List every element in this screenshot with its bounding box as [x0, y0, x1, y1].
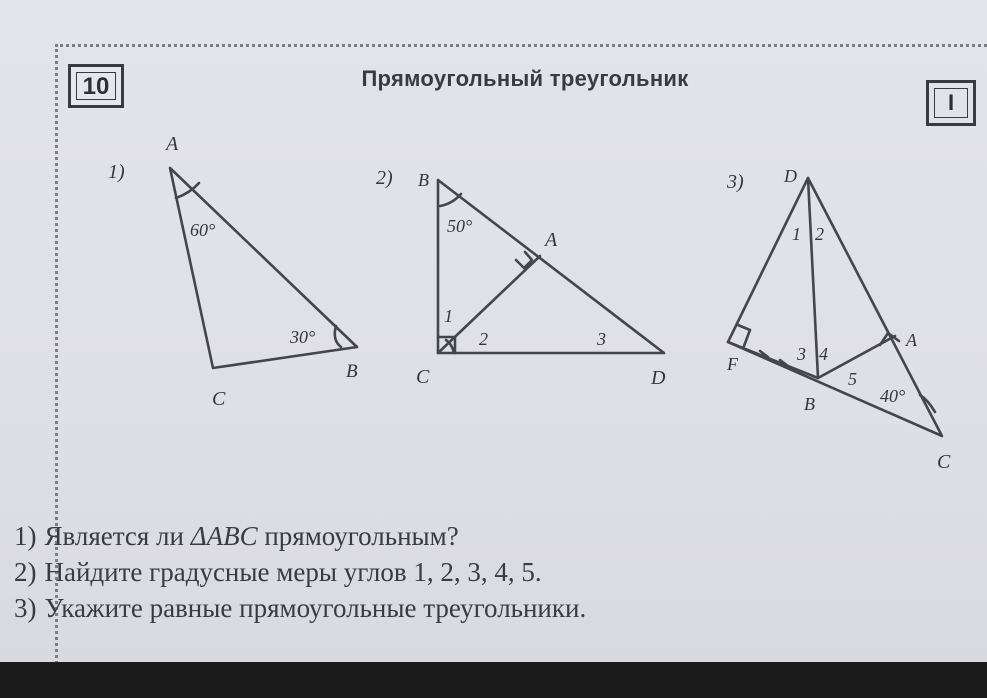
figure-2-angle-b: 50° — [447, 216, 473, 236]
figure-2-vertex-a: A — [545, 229, 558, 251]
figure-1-vertex-b: B — [346, 361, 358, 382]
question-3 — [14, 590, 954, 626]
task-number: 10 — [76, 72, 116, 100]
question-2 — [14, 554, 954, 590]
figure-3-vertex-c: C — [937, 451, 951, 473]
figure-1-angle-a: 60° — [190, 220, 216, 240]
page-title: Прямоугольный треугольник — [361, 66, 689, 91]
question-1 — [14, 518, 954, 554]
question-1-triangle: ΔABC — [190, 521, 258, 551]
question-1-number: 1) — [14, 521, 37, 551]
question-2-number: 2) — [14, 557, 37, 587]
figure-3-angle-3: 3 — [797, 344, 806, 364]
figure-3-vertex-f: F — [727, 354, 738, 374]
figure-1-vertex-a: A — [166, 133, 179, 155]
figure-3-angle-1: 1 — [792, 224, 801, 244]
figure-2-vertex-b: B — [418, 170, 429, 190]
question-2-text: Найдите градусные меры углов 1, 2, 3, 4, 5. — [44, 557, 542, 587]
question-1-text-before: Является ли — [44, 521, 191, 551]
figure-1-triangle — [170, 168, 357, 368]
figure-2-label: 2) — [376, 167, 393, 189]
figure-2-vertex-c: C — [416, 366, 430, 388]
figure-3-vertex-b: B — [804, 394, 815, 414]
figure-2-angle-2: 2 — [479, 329, 488, 349]
figure-3-triangle — [728, 178, 942, 436]
figure-3-angle-c: 40° — [880, 386, 906, 406]
variant-number: I — [934, 88, 968, 118]
figure-3-angle-4: 4 — [819, 344, 828, 364]
figure-2-triangle — [438, 180, 664, 353]
figure-1-vertex-c: C — [212, 388, 226, 410]
figure-3-angle-5: 5 — [848, 369, 857, 389]
figure-3-angle-2: 2 — [815, 224, 824, 244]
figure-3-vertex-d: D — [784, 166, 797, 186]
figure-2-angle-1: 1 — [444, 306, 453, 326]
figure-2-angle-3: 3 — [597, 329, 606, 349]
figure-3-label: 3) — [727, 171, 744, 193]
figure-1-angle-b: 30° — [290, 327, 316, 347]
figure-2-vertex-d: D — [651, 367, 666, 389]
figure-3-vertex-a: A — [906, 330, 917, 350]
question-3-text: Укажите равные прямоугольные треугольники. — [44, 593, 587, 623]
questions-list — [14, 518, 954, 626]
question-1-text-after: прямоугольным? — [257, 521, 459, 551]
figure-1-label: 1) — [108, 161, 125, 183]
question-3-number: 3) — [14, 593, 37, 623]
